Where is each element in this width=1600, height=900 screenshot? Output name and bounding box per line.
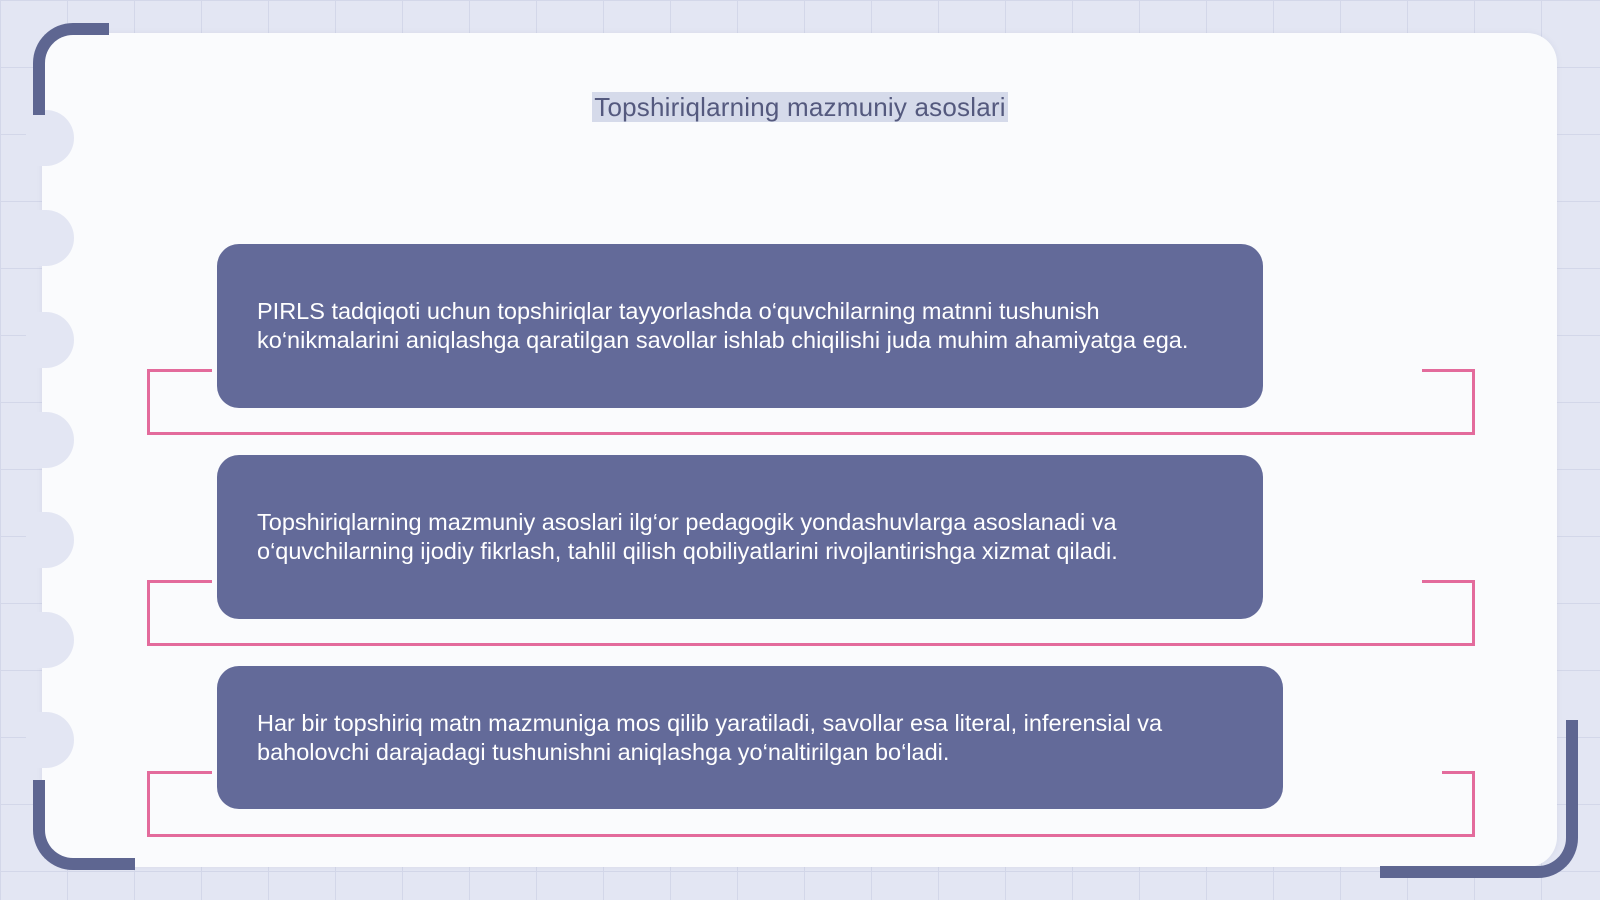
content-card	[217, 666, 1283, 809]
slide-title-text: Topshiriqlarning mazmuniy asoslari	[594, 92, 1006, 122]
content-card-text: Har bir topshiriq matn mazmuniga mos qilib yaratiladi, savollar esa literal, inferensial va baholovchi darajadagi tushunishni aniqlashga yo‘naltirilgan bo‘ladi.	[257, 709, 1163, 765]
content-card-text: Topshiriqlarning mazmuniy asoslari ilg‘or pedagogik yondashuvlarga asoslanadi va o‘quvchilarning ijodiy fikrlash, tahlil qilish qobiliyatlarini rivojlantirishga xizmat qiladi.	[257, 509, 1118, 564]
slide-title	[0, 92, 1600, 123]
corner-bracket-bottom-left	[33, 780, 135, 870]
content-card	[217, 244, 1263, 408]
content-card	[217, 455, 1263, 619]
content-card-text: PIRLS tadqiqoti uchun topshiriqlar tayyorlashda o‘quvchilarning matnni tushunish ko‘nikmalarini aniqlashga qaratilgan savollar ishlab chiqilishi juda muhim ahamiyatga ega.	[257, 298, 1189, 353]
